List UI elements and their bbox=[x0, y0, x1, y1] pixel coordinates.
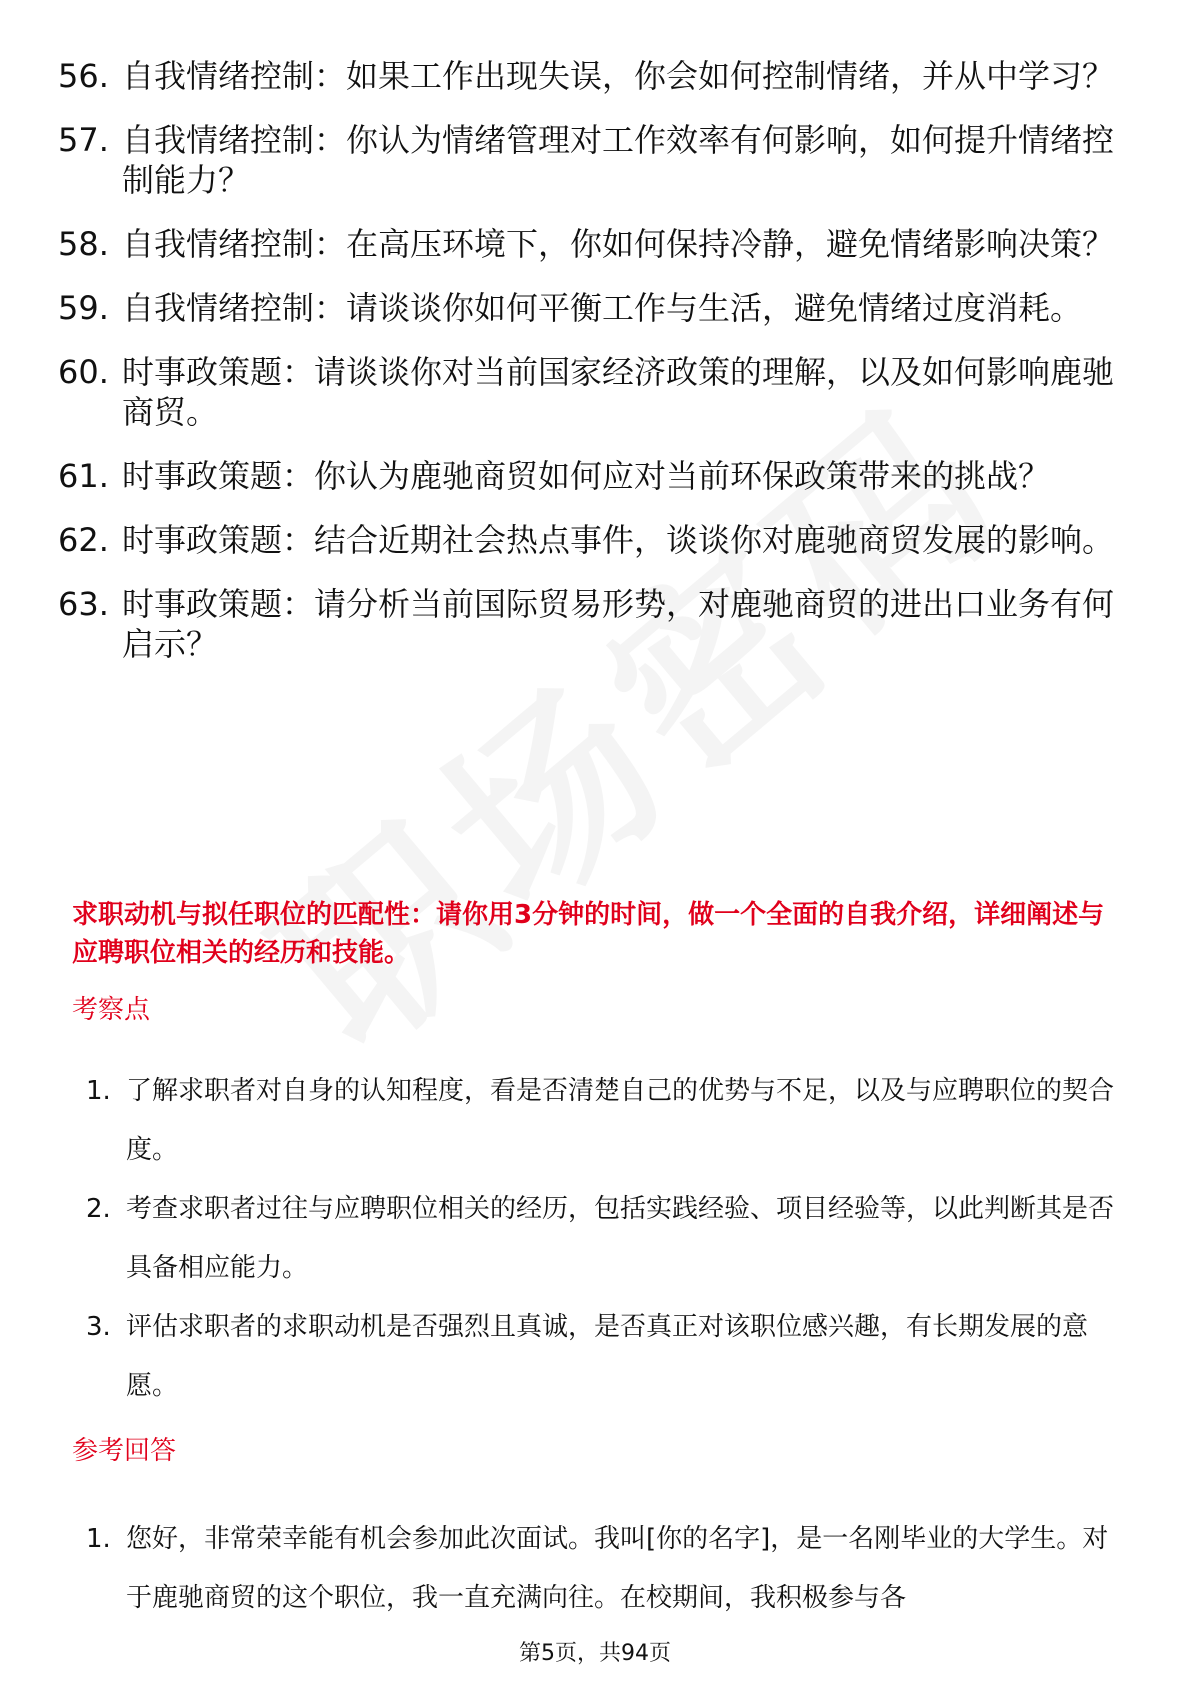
question-number: 60. bbox=[58, 353, 109, 391]
question-item bbox=[58, 120, 1118, 200]
list-text: 考查求职者过往与应聘职位相关的经历，包括实践经验、项目经验等，以此判断其是否具备相应能力。 bbox=[126, 1194, 1115, 1283]
list-item bbox=[86, 1062, 1116, 1180]
question-item bbox=[58, 456, 1118, 496]
reference-answer-heading: 参考回答 bbox=[72, 1436, 177, 1466]
question-text: 时事政策题：请分析当前国际贸易形势，对鹿驰商贸的进出口业务有何启示？ bbox=[122, 585, 1115, 663]
question-number: 63. bbox=[58, 585, 109, 623]
list-text: 您好，非常荣幸能有机会参加此次面试。我叫[你的名字]，是一名刚毕业的大学生。对于鹿驰商贸的这个职位，我一直充满向往。在校期间，我积极参与各 bbox=[126, 1524, 1109, 1613]
question-text: 自我情绪控制：请谈谈你如何平衡工作与生活，避免情绪过度消耗。 bbox=[122, 289, 1083, 327]
list-text: 评估求职者的求职动机是否强烈且真诚，是否真正对该职位感兴趣，有长期发展的意愿。 bbox=[126, 1312, 1089, 1401]
question-item bbox=[58, 224, 1118, 264]
question-text: 自我情绪控制：在高压环境下，你如何保持冷静，避免情绪影响决策？ bbox=[122, 225, 1115, 263]
question-item bbox=[58, 520, 1118, 560]
question-text: 时事政策题：结合近期社会热点事件，谈谈你对鹿驰商贸发展的影响。 bbox=[122, 521, 1115, 559]
question-list bbox=[58, 56, 1118, 688]
question-text: 自我情绪控制：如果工作出现失误，你会如何控制情绪，并从中学习？ bbox=[122, 57, 1115, 95]
list-text: 了解求职者对自身的认知程度，看是否清楚自己的优势与不足，以及与应聘职位的契合度。 bbox=[126, 1076, 1115, 1165]
question-text: 时事政策题：请谈谈你对当前国家经济政策的理解，以及如何影响鹿驰商贸。 bbox=[122, 353, 1115, 431]
question-number: 58. bbox=[58, 225, 109, 263]
list-item bbox=[86, 1298, 1116, 1416]
page-footer: 第5页，共94页 bbox=[519, 1641, 671, 1666]
list-item bbox=[86, 1510, 1116, 1628]
list-number: 1. bbox=[86, 1076, 111, 1106]
question-text: 自我情绪控制：你认为情绪管理对工作效率有何影响，如何提升情绪控制能力？ bbox=[122, 121, 1115, 199]
list-number: 1. bbox=[86, 1524, 111, 1554]
question-text: 时事政策题：你认为鹿驰商贸如何应对当前环保政策带来的挑战？ bbox=[122, 457, 1051, 495]
question-number: 56. bbox=[58, 57, 109, 95]
question-item bbox=[58, 352, 1118, 432]
question-number: 62. bbox=[58, 521, 109, 559]
list-number: 2. bbox=[86, 1194, 111, 1224]
question-number: 57. bbox=[58, 121, 109, 159]
assessment-points-list bbox=[86, 1062, 1116, 1416]
question-number: 59. bbox=[58, 289, 109, 327]
assessment-points-heading: 考察点 bbox=[72, 995, 151, 1025]
list-item bbox=[86, 1180, 1116, 1298]
section-title: 求职动机与拟任职位的匹配性：请你用3分钟的时间，做一个全面的自我介绍，详细阐述与应聘职位相关的经历和技能。 bbox=[72, 900, 1105, 968]
question-item bbox=[58, 56, 1118, 96]
question-item bbox=[58, 288, 1118, 328]
question-number: 61. bbox=[58, 457, 109, 495]
reference-answer-list bbox=[86, 1510, 1116, 1628]
question-item bbox=[58, 584, 1118, 664]
list-number: 3. bbox=[86, 1312, 111, 1342]
